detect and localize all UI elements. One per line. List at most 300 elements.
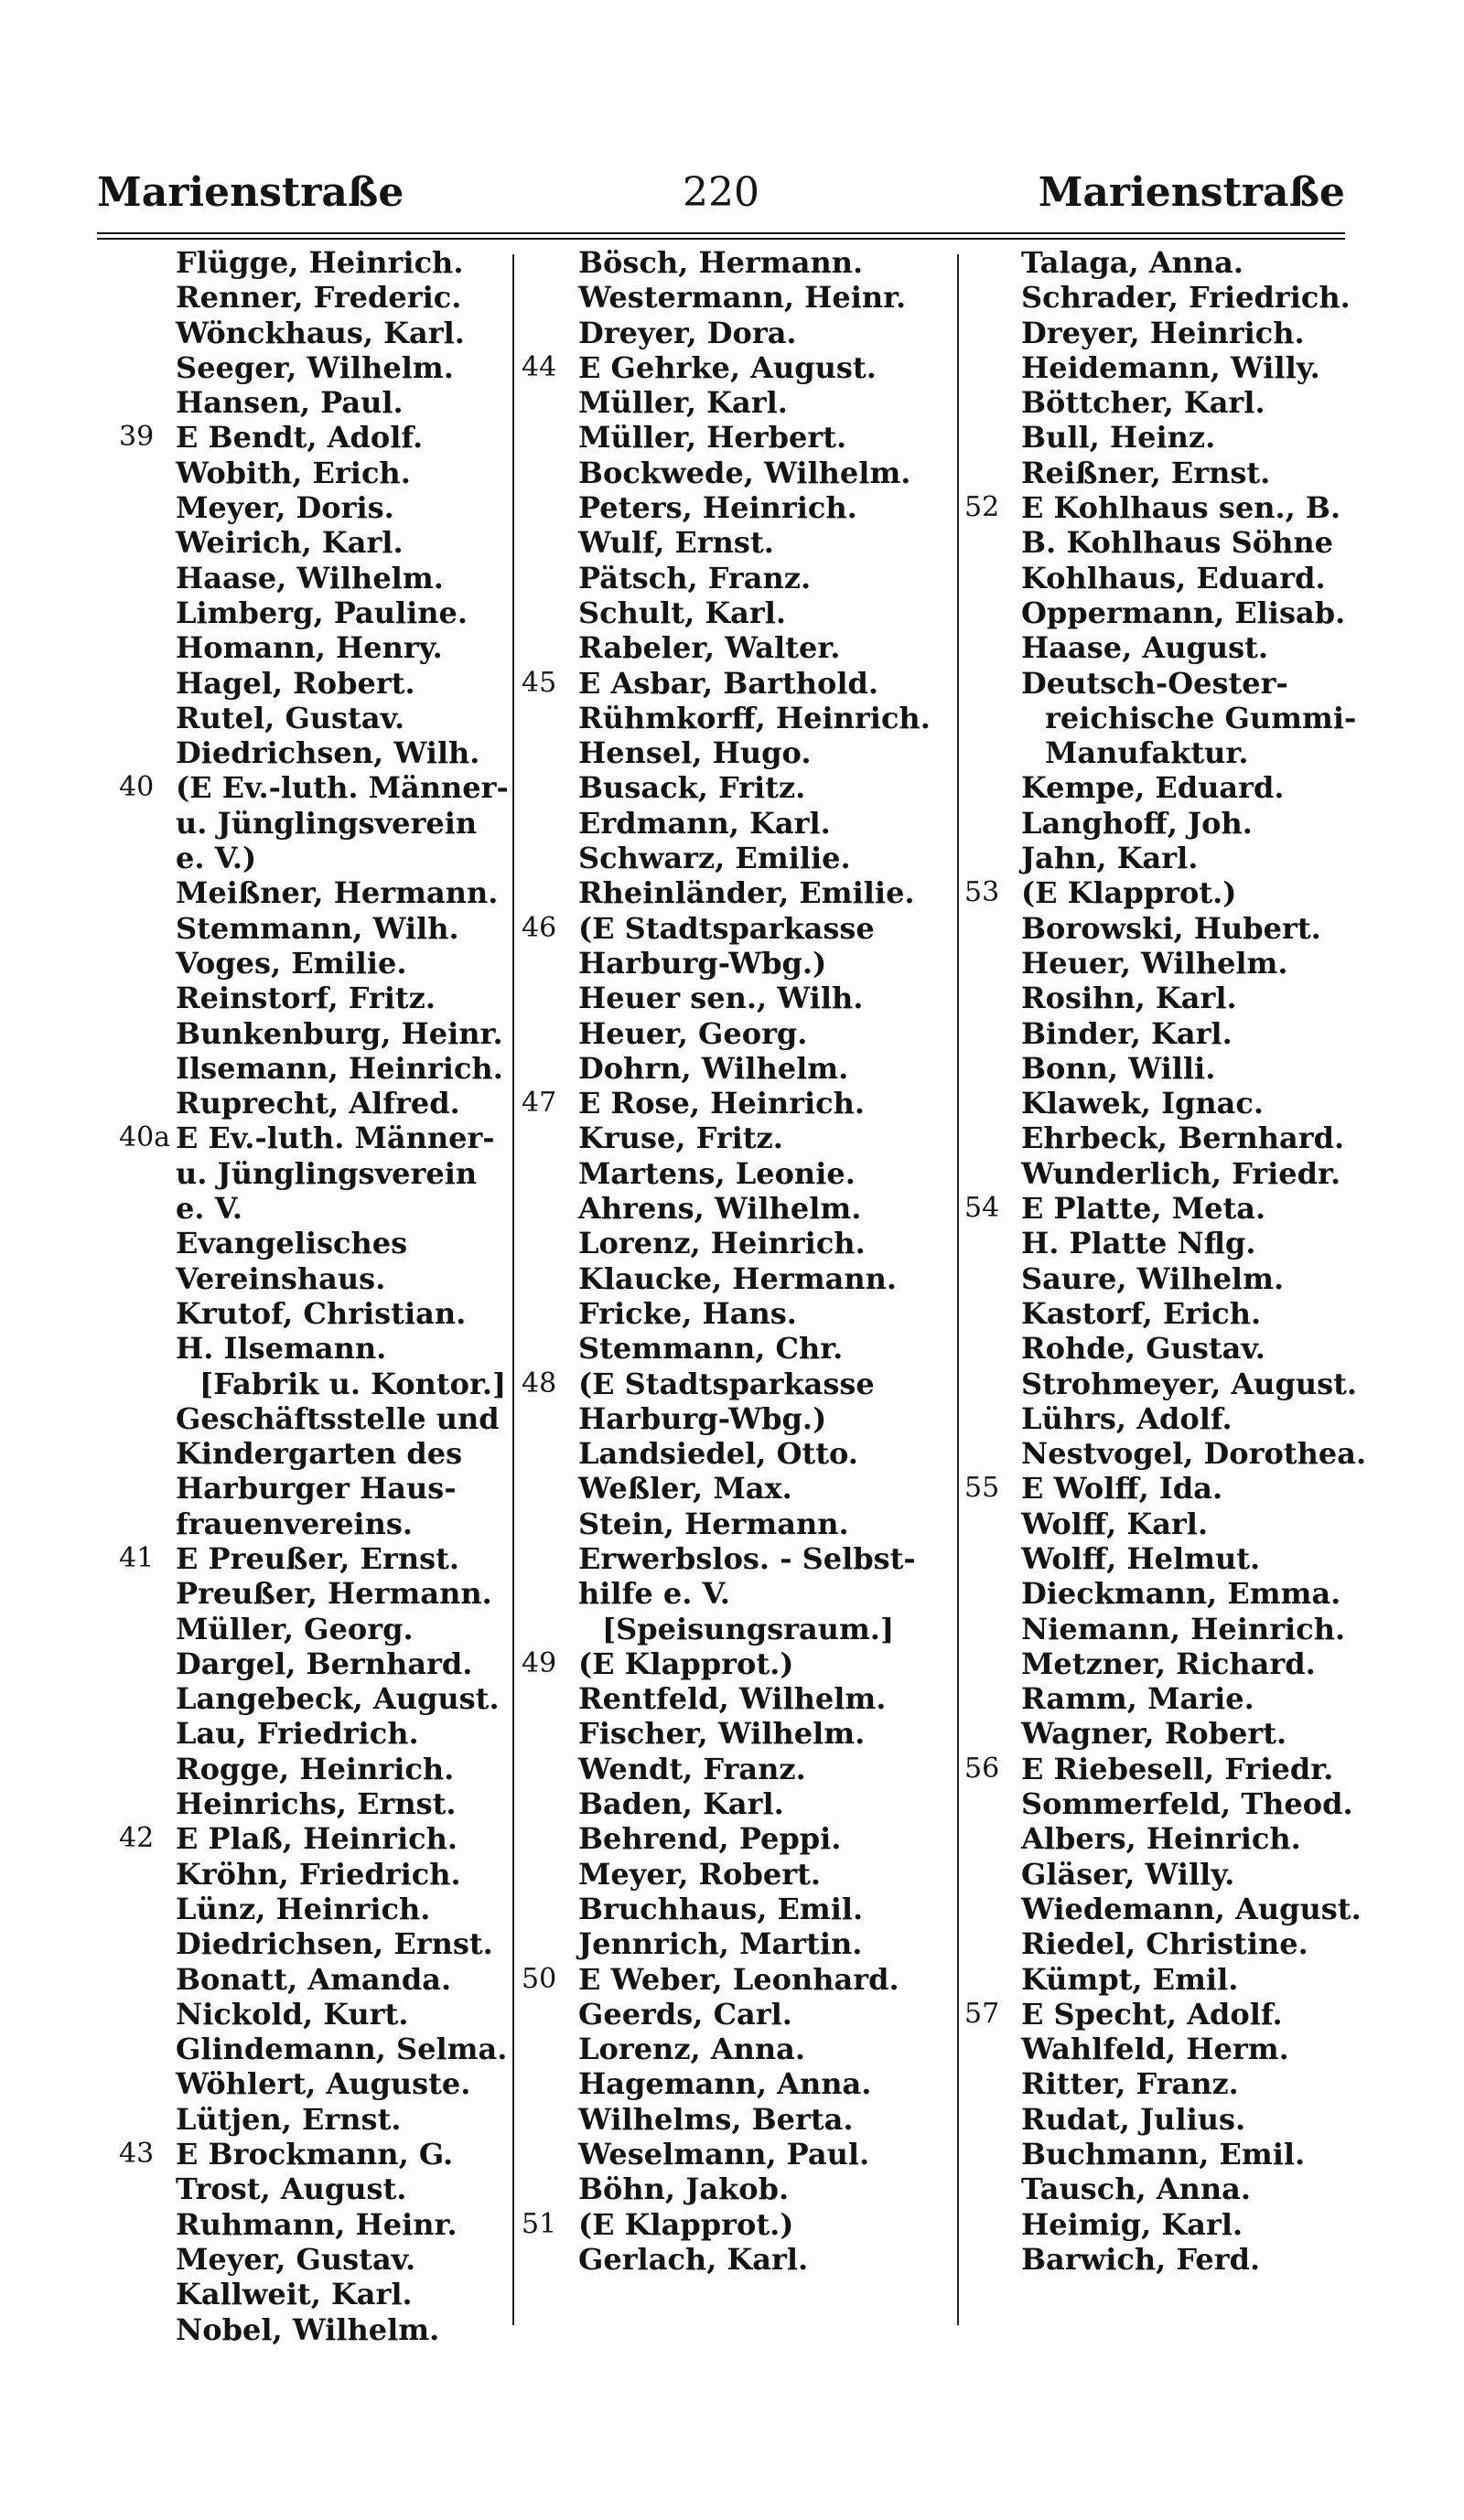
resident-name: Wobith, Erich. — [176, 455, 411, 490]
resident-entry — [522, 1716, 955, 1751]
house-number: 44 — [522, 350, 557, 383]
resident-entry — [119, 1997, 511, 2032]
resident-name: Homann, Henry. — [176, 630, 443, 666]
resident-entry — [522, 1226, 955, 1260]
resident-name: [Fabrik u. Kontor.] — [199, 1366, 507, 1401]
resident-entry — [522, 1541, 955, 1576]
resident-name: Meyer, Doris. — [176, 490, 394, 526]
house-number: 48 — [522, 1367, 557, 1399]
resident-entry — [119, 456, 511, 490]
resident-entry — [522, 316, 955, 350]
resident-entry — [119, 280, 511, 315]
resident-name: H. Ilsemann. — [176, 1331, 387, 1367]
resident-entry — [119, 1962, 511, 1997]
resident-name: Müller, Herbert. — [578, 420, 847, 456]
resident-entry — [119, 1752, 511, 1786]
resident-entry — [119, 630, 511, 665]
resident-entry — [522, 630, 955, 665]
resident-name: Krutof, Christian. — [176, 1295, 467, 1331]
resident-name: Nickold, Kurt. — [176, 1996, 409, 2032]
resident-name: Reißner, Ernst. — [1021, 455, 1271, 490]
resident-entry — [522, 2171, 955, 2206]
house-number: 50 — [522, 1962, 557, 1995]
resident-name: Hagel, Robert. — [176, 665, 415, 701]
resident-entry — [119, 2032, 511, 2066]
resident-name: Renner, Frederic. — [176, 280, 462, 316]
resident-name: e. V. — [176, 1191, 243, 1227]
resident-entry — [119, 245, 511, 280]
resident-name: Fischer, Wilhelm. — [578, 1716, 866, 1752]
resident-name: E Ev.-luth. Männer- — [176, 1121, 495, 1156]
resident-name: Fricke, Hans. — [578, 1295, 797, 1331]
resident-name: u. Jünglingsverein — [176, 1155, 478, 1191]
resident-name: E Rose, Heinrich. — [578, 1086, 866, 1121]
resident-name: u. Jünglingsverein — [176, 805, 478, 841]
house-entry — [522, 350, 955, 385]
resident-name: Baden, Karl. — [578, 1786, 784, 1822]
resident-entry — [119, 1786, 511, 1821]
resident-entry — [522, 2032, 955, 2066]
resident-name: Schult, Karl. — [578, 595, 787, 630]
resident-entry — [119, 490, 511, 525]
resident-name: Landsiedel, Otto. — [578, 1436, 858, 1472]
resident-name: Stemmann, Chr. — [578, 1331, 844, 1367]
resident-entry — [119, 1612, 511, 1646]
resident-entry — [119, 2242, 511, 2277]
house-entry — [522, 1086, 955, 1121]
resident-entry — [964, 1962, 1367, 1997]
resident-name: Niemann, Heinrich. — [1021, 1611, 1346, 1646]
resident-entry — [522, 1401, 955, 1436]
resident-entry — [119, 385, 511, 420]
resident-name: Ritter, Franz. — [1021, 2066, 1239, 2102]
resident-entry — [119, 666, 511, 701]
resident-name: Klawek, Ignac. — [1021, 1086, 1265, 1121]
resident-entry — [522, 1436, 955, 1471]
resident-entry — [522, 1821, 955, 1856]
resident-entry — [964, 1261, 1367, 1296]
running-head-left: Marienstraße — [97, 169, 404, 216]
resident-entry — [119, 561, 511, 595]
resident-name: Ramm, Marie. — [1021, 1681, 1254, 1717]
page-number: 220 — [683, 169, 759, 216]
resident-name: Rabeler, Walter. — [578, 630, 841, 666]
resident-entry — [964, 806, 1367, 841]
resident-name: Oppermann, Elisab. — [1021, 595, 1346, 630]
house-number: 47 — [522, 1087, 557, 1120]
resident-entry — [522, 806, 955, 841]
resident-entry — [522, 245, 955, 280]
resident-entry — [119, 1926, 511, 1961]
resident-name: Jennrich, Martin. — [578, 1926, 863, 1962]
resident-name: E Bendt, Adolf. — [176, 420, 424, 456]
resident-entry — [522, 1681, 955, 1716]
house-entry — [119, 770, 511, 805]
resident-name: Manufaktur. — [1045, 735, 1249, 771]
resident-entry — [964, 2171, 1367, 2206]
house-number: 45 — [522, 666, 557, 699]
resident-entry — [522, 1752, 955, 1786]
house-number: 56 — [964, 1752, 1000, 1785]
resident-name: Hansen, Paul. — [176, 385, 404, 421]
resident-name: Kohlhaus, Eduard. — [1021, 560, 1326, 595]
resident-name: Wahlfeld, Herm. — [1021, 2032, 1289, 2067]
resident-name: Evangelisches — [176, 1226, 408, 1261]
resident-entry — [964, 1436, 1367, 1471]
resident-name: Schrader, Friedrich. — [1021, 280, 1351, 316]
resident-name: Seeger, Wilhelm. — [176, 349, 454, 385]
resident-name: Ruhmann, Heinr. — [176, 2206, 458, 2242]
resident-entry — [964, 1226, 1367, 1260]
resident-name: Rosihn, Karl. — [1021, 981, 1237, 1016]
resident-name: Heinrichs, Ernst. — [176, 1786, 457, 1822]
resident-entry — [522, 1926, 955, 1961]
resident-entry — [119, 841, 511, 875]
resident-name: reichische Gummi- — [1045, 700, 1357, 735]
resident-entry — [522, 280, 955, 315]
resident-entry — [964, 1121, 1367, 1155]
resident-entry — [964, 911, 1367, 946]
resident-name: Lorenz, Anna. — [578, 2032, 806, 2067]
resident-name: Dreyer, Dora. — [578, 315, 797, 350]
resident-name: Haase, August. — [1021, 630, 1269, 666]
resident-entry — [119, 1367, 511, 1401]
resident-name: Sommerfeld, Theod. — [1021, 1786, 1353, 1822]
resident-name: E Asbar, Barthold. — [578, 665, 878, 701]
resident-entry — [522, 1786, 955, 1821]
resident-entry — [119, 875, 511, 910]
resident-entry — [522, 2137, 955, 2171]
house-number: 52 — [964, 491, 1000, 524]
resident-name: Wunderlich, Friedr. — [1021, 1155, 1341, 1191]
resident-name: e. V.) — [176, 841, 257, 876]
house-entry — [964, 490, 1367, 525]
resident-entry — [964, 1051, 1367, 1086]
resident-entry — [119, 1576, 511, 1611]
directory-column-2 — [522, 245, 955, 2277]
resident-name: Ahrens, Wilhelm. — [578, 1191, 862, 1227]
resident-entry — [119, 1296, 511, 1331]
resident-name: Wendt, Franz. — [578, 1751, 806, 1786]
resident-entry — [522, 525, 955, 560]
resident-name: Heimig, Karl. — [1021, 2206, 1243, 2242]
house-number: 41 — [119, 1541, 155, 1574]
house-entry — [964, 1997, 1367, 2032]
resident-entry — [119, 1857, 511, 1892]
resident-entry — [964, 1331, 1367, 1366]
resident-entry — [522, 981, 955, 1015]
resident-entry — [119, 1086, 511, 1121]
resident-name: (E Klapprot.) — [1021, 875, 1237, 911]
resident-entry — [119, 525, 511, 560]
resident-entry — [964, 1821, 1367, 1856]
resident-entry — [522, 1857, 955, 1892]
resident-name: Rogge, Heinrich. — [176, 1751, 455, 1786]
resident-name: Geschäftsstelle und — [176, 1400, 500, 1436]
house-entry — [964, 1752, 1367, 1786]
house-entry — [119, 2137, 511, 2171]
resident-name: Flügge, Heinrich. — [176, 245, 464, 280]
resident-entry — [119, 735, 511, 770]
resident-entry — [119, 806, 511, 841]
resident-name: Dieckmann, Emma. — [1021, 1576, 1341, 1612]
resident-name: Limberg, Pauline. — [176, 595, 468, 630]
resident-name: Kröhn, Friedrich. — [176, 1856, 461, 1892]
resident-entry — [119, 2277, 511, 2311]
resident-entry — [964, 2207, 1367, 2242]
resident-entry — [522, 456, 955, 490]
house-entry — [964, 1471, 1367, 1506]
house-entry — [522, 911, 955, 946]
resident-name: (E Stadtsparkasse — [578, 910, 875, 946]
resident-name: Lührs, Adolf. — [1021, 1400, 1233, 1436]
resident-entry — [119, 1016, 511, 1051]
resident-entry — [964, 1401, 1367, 1436]
directory-column-3 — [964, 245, 1367, 2277]
resident-entry — [964, 245, 1367, 280]
house-number: 53 — [964, 876, 1000, 909]
header-rule-top — [97, 232, 1345, 234]
resident-entry — [522, 1576, 955, 1611]
resident-name: Kindergarten des — [176, 1436, 463, 1472]
resident-entry — [964, 701, 1367, 735]
resident-name: Lau, Friedrich. — [176, 1716, 419, 1752]
resident-name: Rutel, Gustav. — [176, 700, 405, 735]
resident-name: Klaucke, Hermann. — [578, 1260, 897, 1296]
resident-entry — [119, 1436, 511, 1471]
resident-name: E Wolff, Ida. — [1021, 1471, 1223, 1507]
running-head-right: Marienstraße — [1038, 169, 1345, 216]
resident-entry — [119, 1716, 511, 1751]
resident-entry — [119, 2066, 511, 2101]
column-divider-2 — [957, 254, 959, 2325]
resident-name: Deutsch-Oester- — [1021, 665, 1288, 701]
resident-entry — [964, 1892, 1367, 1926]
resident-name: E Specht, Adolf. — [1021, 1996, 1283, 2032]
resident-name: Bull, Heinz. — [1021, 420, 1216, 456]
resident-name: Schwarz, Emilie. — [578, 841, 851, 876]
resident-entry — [119, 1261, 511, 1296]
resident-name: Bruchhaus, Emil. — [578, 1891, 864, 1926]
resident-name: Binder, Karl. — [1021, 1015, 1233, 1051]
resident-name: Dohrn, Wilhelm. — [578, 1050, 849, 1086]
resident-name: Heidemann, Willy. — [1021, 349, 1320, 385]
house-number: 46 — [522, 911, 557, 944]
resident-entry — [522, 385, 955, 420]
house-number: 40a — [119, 1121, 171, 1154]
resident-entry — [522, 1892, 955, 1926]
resident-entry — [522, 1507, 955, 1541]
house-number: 54 — [964, 1192, 1000, 1225]
resident-name: Weßler, Max. — [578, 1471, 792, 1507]
resident-name: B. Kohlhaus Söhne — [1021, 525, 1333, 561]
house-entry — [119, 1121, 511, 1155]
house-number: 51 — [522, 2207, 557, 2240]
resident-name: Böttcher, Karl. — [1021, 385, 1265, 421]
resident-name: Wöhlert, Auguste. — [176, 2066, 471, 2102]
resident-name: Erwerbslos. - Selbst- — [578, 1540, 916, 1576]
resident-name: Ruprecht, Alfred. — [176, 1086, 460, 1121]
resident-name: Saure, Wilhelm. — [1021, 1260, 1285, 1296]
resident-name: Kallweit, Karl. — [176, 2277, 413, 2312]
resident-entry — [964, 981, 1367, 1015]
resident-entry — [119, 2102, 511, 2137]
resident-name: Trost, August. — [176, 2171, 407, 2207]
resident-name: Heuer sen., Wilh. — [578, 981, 864, 1016]
resident-name: Wönckhaus, Karl. — [176, 315, 465, 350]
resident-entry — [522, 561, 955, 595]
resident-name: Wilhelms, Berta. — [578, 2101, 854, 2137]
resident-entry — [522, 1051, 955, 1086]
resident-name: Pätsch, Franz. — [578, 560, 812, 595]
resident-entry — [964, 1926, 1367, 1961]
house-number: 42 — [119, 1822, 155, 1855]
resident-name: Hensel, Hugo. — [578, 735, 812, 771]
resident-name: Bockwede, Wilhelm. — [578, 455, 911, 490]
resident-entry — [119, 2171, 511, 2206]
resident-name: Westermann, Heinr. — [578, 280, 907, 316]
resident-name: Kempe, Eduard. — [1021, 770, 1285, 806]
directory-column-1 — [119, 245, 511, 2347]
resident-entry — [119, 946, 511, 981]
resident-entry — [522, 875, 955, 910]
resident-entry — [964, 1857, 1367, 1892]
resident-entry — [964, 561, 1367, 595]
resident-entry — [522, 735, 955, 770]
resident-name: Vereinshaus. — [176, 1260, 386, 1296]
resident-entry — [964, 1086, 1367, 1121]
resident-entry — [964, 350, 1367, 385]
resident-name: (E Stadtsparkasse — [578, 1366, 875, 1401]
resident-name: Busack, Fritz. — [578, 770, 806, 806]
resident-name: hilfe e. V. — [578, 1576, 730, 1612]
resident-name: Lorenz, Heinrich. — [578, 1226, 866, 1261]
resident-entry — [522, 1471, 955, 1506]
resident-entry — [522, 1016, 955, 1051]
resident-entry — [522, 1261, 955, 1296]
resident-name: Behrend, Peppi. — [578, 1821, 842, 1857]
resident-name: Dargel, Bernhard. — [176, 1646, 473, 1681]
resident-entry — [522, 1612, 955, 1646]
resident-name: frauenvereins. — [176, 1506, 413, 1541]
resident-name: E Gehrke, August. — [578, 349, 877, 385]
house-number: 55 — [964, 1472, 1000, 1505]
resident-entry — [522, 2102, 955, 2137]
resident-entry — [522, 1191, 955, 1226]
resident-entry — [964, 2066, 1367, 2101]
resident-entry — [964, 770, 1367, 805]
resident-entry — [119, 1331, 511, 1366]
resident-name: Metzner, Richard. — [1021, 1646, 1316, 1681]
resident-entry — [964, 1367, 1367, 1401]
resident-entry — [964, 630, 1367, 665]
resident-entry — [964, 420, 1367, 455]
resident-entry — [119, 2207, 511, 2242]
house-number: 57 — [964, 1997, 1000, 2030]
resident-name: (E Klapprot.) — [578, 2206, 794, 2242]
resident-name: Bonn, Willi. — [1021, 1050, 1216, 1086]
resident-entry — [119, 981, 511, 1015]
resident-entry — [119, 1471, 511, 1506]
resident-entry — [964, 525, 1367, 560]
resident-name: E Riebesell, Friedr. — [1021, 1751, 1334, 1786]
resident-name: E Kohlhaus sen., B. — [1021, 490, 1341, 526]
resident-entry — [964, 1016, 1367, 1051]
resident-name: Rühmkorff, Heinrich. — [578, 700, 931, 735]
resident-name: Jahn, Karl. — [1021, 841, 1199, 876]
resident-entry — [522, 2242, 955, 2277]
resident-entry — [119, 2312, 511, 2347]
resident-entry — [964, 1507, 1367, 1541]
resident-entry — [964, 456, 1367, 490]
resident-entry — [964, 1541, 1367, 1576]
house-number: 49 — [522, 1646, 557, 1679]
resident-entry — [964, 2102, 1367, 2137]
resident-name: (E Ev.-luth. Männer- — [176, 770, 509, 806]
resident-entry — [119, 1507, 511, 1541]
resident-entry — [964, 280, 1367, 315]
resident-entry — [119, 1892, 511, 1926]
resident-name: Harburg-Wbg.) — [578, 945, 827, 981]
resident-name: Martens, Leonie. — [578, 1155, 856, 1191]
resident-name: Ehrbeck, Bernhard. — [1021, 1121, 1345, 1156]
resident-entry — [119, 350, 511, 385]
resident-name: Heuer, Georg. — [578, 1015, 808, 1051]
resident-name: [Speisungsraum.] — [602, 1611, 895, 1646]
resident-entry — [119, 1191, 511, 1226]
resident-entry — [964, 735, 1367, 770]
resident-name: Tausch, Anna. — [1021, 2171, 1252, 2207]
resident-entry — [964, 666, 1367, 701]
resident-entry — [964, 1646, 1367, 1681]
resident-entry — [522, 490, 955, 525]
resident-name: Müller, Georg. — [176, 1611, 414, 1646]
resident-name: Riedel, Christine. — [1021, 1926, 1308, 1962]
resident-name: Kruse, Fritz. — [578, 1121, 783, 1156]
resident-name: Haase, Wilhelm. — [176, 560, 444, 595]
page-header — [97, 161, 1345, 225]
resident-name: Albers, Heinrich. — [1021, 1821, 1301, 1857]
resident-name: Rheinländer, Emilie. — [578, 875, 915, 911]
resident-name: E Weber, Leonhard. — [578, 1961, 899, 1997]
resident-entry — [964, 2032, 1367, 2066]
resident-name: E Plaß, Heinrich. — [176, 1821, 458, 1857]
house-number: 43 — [119, 2138, 155, 2171]
resident-name: Barwich, Ferd. — [1021, 2241, 1261, 2277]
resident-name: Wolff, Karl. — [1021, 1506, 1209, 1541]
resident-name: Harburger Haus- — [176, 1471, 457, 1507]
resident-name: Lünz, Heinrich. — [176, 1891, 431, 1926]
resident-entry — [964, 946, 1367, 981]
resident-entry — [119, 1051, 511, 1086]
resident-name: Nestvogel, Dorothea. — [1021, 1436, 1367, 1472]
resident-name: Stein, Hermann. — [578, 1506, 849, 1541]
resident-entry — [964, 1786, 1367, 1821]
resident-name: Wiedemann, August. — [1021, 1891, 1362, 1926]
resident-name: Heuer, Wilhelm. — [1021, 945, 1288, 981]
column-divider-1 — [512, 254, 514, 2325]
house-entry — [119, 1821, 511, 1856]
resident-entry — [119, 316, 511, 350]
resident-name: Buchmann, Emil. — [1021, 2137, 1306, 2172]
house-entry — [119, 1541, 511, 1576]
resident-entry — [522, 420, 955, 455]
resident-entry — [964, 1296, 1367, 1331]
resident-name: Preußer, Hermann. — [176, 1576, 492, 1612]
resident-name: Diedrichsen, Wilh. — [176, 735, 480, 771]
resident-name: Borowski, Hubert. — [1021, 910, 1321, 946]
resident-name: Wolff, Helmut. — [1021, 1540, 1261, 1576]
